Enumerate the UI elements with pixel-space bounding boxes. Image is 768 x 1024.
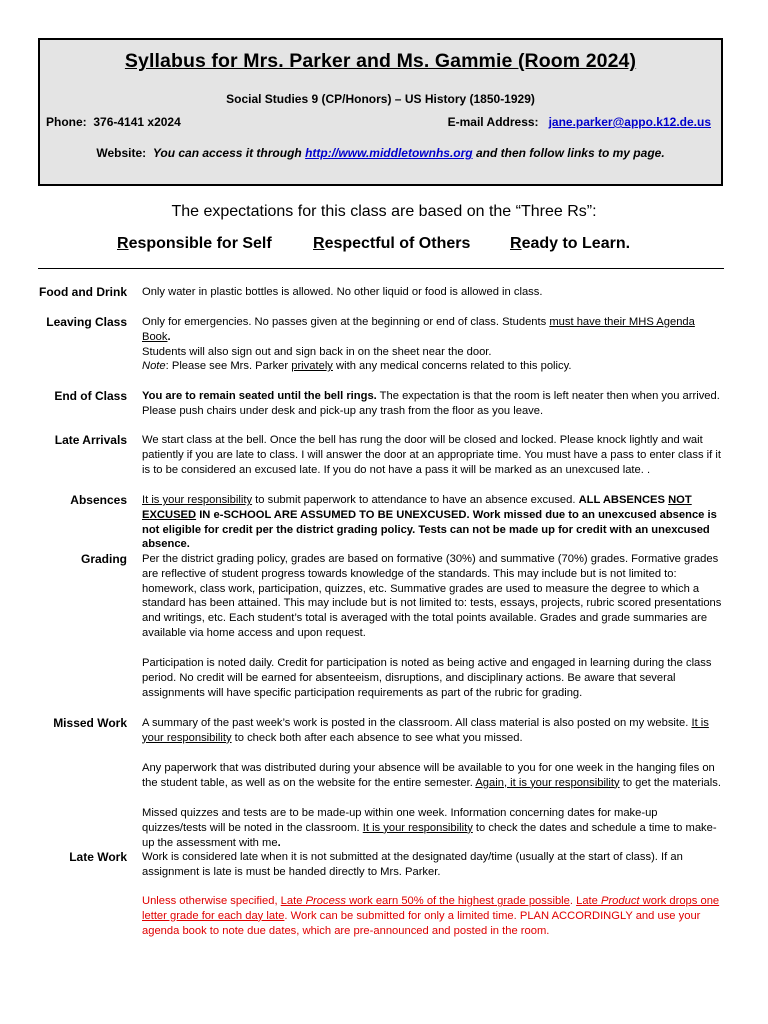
email-link[interactable]: jane.parker@appo.k12.de.us — [548, 115, 711, 129]
section-divider — [38, 268, 724, 269]
food-text: Only water in plastic bottles is allowed. No other liquid or food is allowed in class. — [142, 286, 543, 298]
missed-text-1: A summary of the past week’s work is posted in the classroom. All class material is also posted on my website. It is your responsibility to check both after each absence to see what you missed. — [142, 717, 709, 744]
phone-line — [46, 115, 181, 129]
label-absences: Absences — [70, 493, 127, 507]
leaving-text: Only for emergencies. No passes given at the beginning or end of class. Students must have their MHS Agenda Book. Students will also sign out and sign back in on the sheet near the door. — [142, 316, 695, 358]
label-late-work: Late Work — [69, 850, 127, 864]
email-line — [448, 115, 711, 129]
page-title: Syllabus for Mrs. Parker and Ms. Gammie (Room 2024) — [124, 50, 637, 72]
website-post: and then follow links to my page. — [475, 146, 665, 160]
late-work-text-1: Work is considered late when it is not submitted at the designated day/time (usually at the start of class). If an assignment is late is must be handed directly to Mrs. Parker. — [142, 851, 683, 878]
end-text: You are to remain seated until the bell rings. The expectation is that the room is left neater then when you arrived. Please push chairs under desk and pick-up any trash from the floor as you leave. — [142, 390, 720, 417]
phone-label: Phone: — [46, 115, 87, 129]
website-pre: You can access it through — [152, 146, 302, 160]
missed-text-3: Missed quizzes and tests are to be made-up within one week. Information concerning dates for make-up quizzes/tests will be noted in the classroom. It is your responsibility to check the dates and schedule a time to make-up the assessment with me. — [142, 807, 717, 849]
label-end-of-class: End of Class — [54, 389, 127, 403]
email-label: E-mail Address: — [447, 115, 539, 129]
leaving-note: Note: Please see Mrs. Parker privately with any medical concerns related to this policy. — [142, 360, 572, 372]
missed-text-2: Any paperwork that was distributed during your absence will be available to you for one week in the hanging files on the student table, as well as on the website for the entire semester. Again, it is your responsibility to get the materials. — [142, 762, 721, 789]
syllabus-header — [38, 38, 723, 186]
grading-text-1: Per the district grading policy, grades are based on formative (30%) and summative (70%) grades. Formative grades are reflective of student progress towards knowledge of the standards. This may include but is not limited to: homework, class work, participation, quizzes, etc. Summative grades are used to measure the degree to which a standard has been attained. This may include but is not limited to: tests, essays, projects, rubric scored presentations and writings, etc. Each student’s total is averaged with the total points available. Grades and grade summaries are available via home access and upon request. — [142, 553, 722, 639]
course-subtitle: Social Studies 9 (CP/Honors) – US History (1850-1929) — [226, 92, 535, 106]
r-responsible: Responsible for Self — [117, 235, 272, 252]
label-grading: Grading — [80, 552, 127, 566]
label-missed-work: Missed Work — [53, 716, 127, 730]
label-food-and-drink: Food and Drink — [39, 285, 127, 299]
label-late-arrivals: Late Arrivals — [54, 433, 127, 447]
website-line — [40, 146, 721, 160]
label-leaving-class: Leaving Class — [46, 315, 127, 329]
website-label: Website: — [96, 146, 147, 160]
expectations-intro: The expectations for this class are based on the “Three Rs”: — [171, 203, 597, 220]
grading-text-2: Participation is noted daily. Credit for participation is noted as being active and engaged in learning during the class period. No credit will be earned for absenteeism, disruptions, and disciplinary actions. Be aware that several assignments will have specific participation requirements as part of the rubric for grading. — [142, 657, 712, 699]
absences-text: It is your responsibility to submit paperwork to attendance to have an absence excused. ALL ABSENCES NOT EXCUSED IN e-SCHOOL ARE ASSUMED TO BE UNEXCUSED. Work missed due to an unexcused absence is not eligible for credit per the district grading policy. Tests can not be made up for credit with an unexcused absence. — [142, 494, 717, 551]
website-link[interactable]: http://www.middletownhs.org — [305, 146, 473, 160]
late-work-policy: Unless otherwise specified, Late Process work earn 50% of the highest grade possible. Late Product work drops one letter grade for each day late. Work can be submitted for only a limited time. PLAN ACCORDINGLY and use your agenda book to note due dates, which are pre-announced and posted in the room. — [142, 895, 720, 937]
phone-value: 376-4141 x2024 — [93, 115, 181, 129]
late-arrivals-text: We start class at the bell. Once the bell has rung the door will be closed and locked. Please knock lightly and wait patiently if you are late to class. I will answer the door at an appropriate time. You must have a pass to enter class if it is to be considered an excused late. If you do not have a pass it will be marked as an unexcused late. . — [142, 434, 721, 476]
r-respectful: Respectful of Others — [313, 235, 471, 252]
r-ready: Ready to Learn. — [510, 235, 631, 252]
